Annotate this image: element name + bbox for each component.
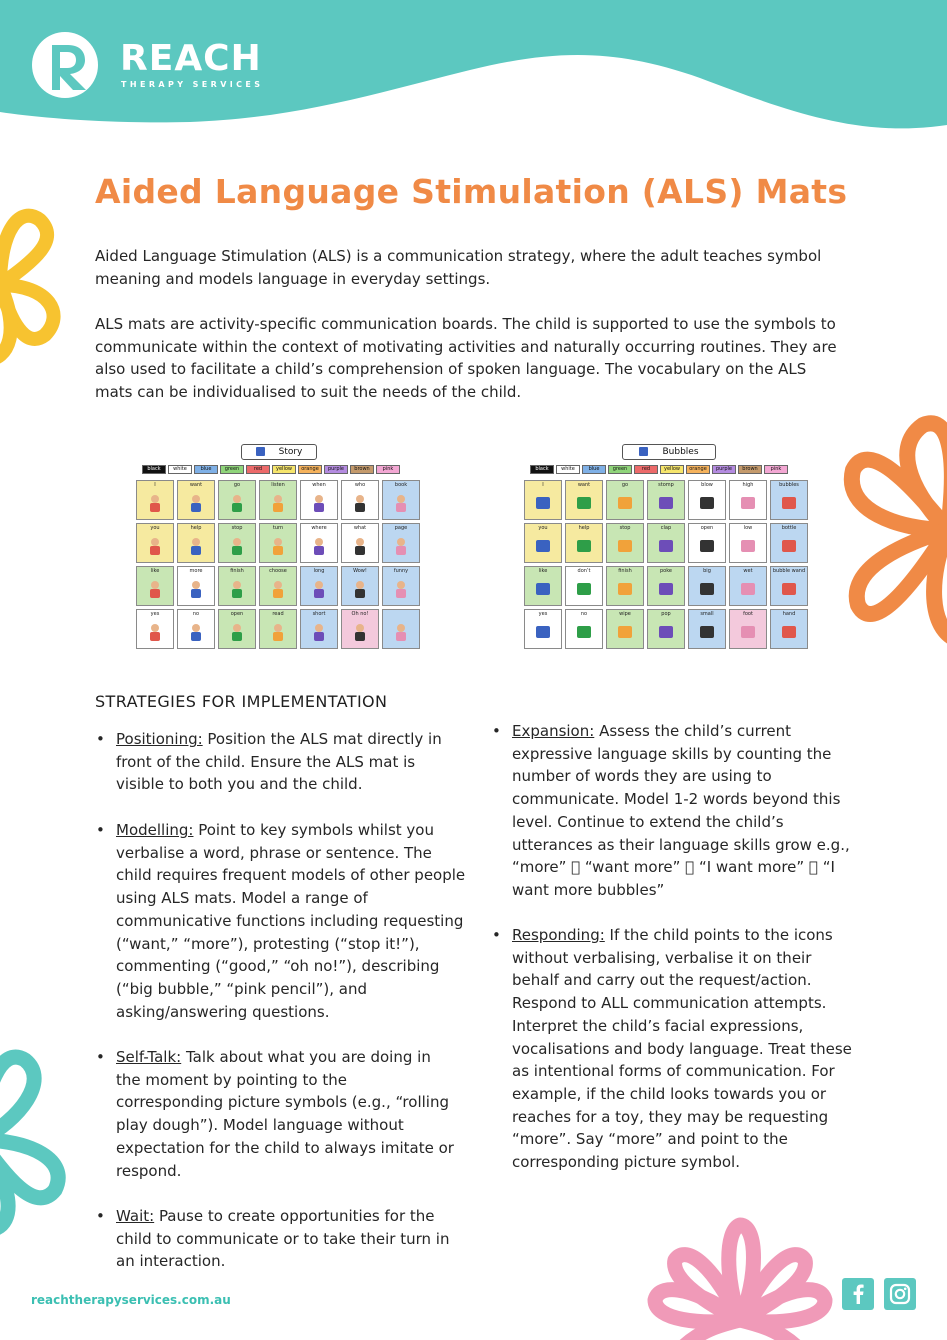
- symbol-label: what: [353, 525, 367, 531]
- story-icon: [256, 447, 265, 456]
- strategy-text: Assess the child’s current expressive language skills by counting the number of words they are using to communicate. Model 1-2 words beyond this level. Continue to extend the child’s utterances as their language skills grow e.g., “more”   “want more”   “I want more”   “I want more bubbles”: [512, 722, 850, 899]
- strategies-heading: STRATEGIES FOR IMPLEMENTATION: [95, 692, 388, 711]
- symbol-label: low: [743, 525, 753, 531]
- symbol-label: stop: [619, 525, 631, 531]
- symbol-label: book: [394, 482, 408, 488]
- reach-logo-icon: [30, 30, 100, 100]
- symbol-cell: [647, 523, 685, 563]
- symbol-picture-icon: [391, 536, 411, 556]
- symbol-label: more: [189, 568, 203, 574]
- symbol-picture-icon: [574, 579, 594, 599]
- symbol-cell: [382, 609, 420, 649]
- symbol-label: open: [230, 611, 244, 617]
- bullet: •: [96, 821, 105, 839]
- symbol-picture-icon: [227, 536, 247, 556]
- color-tab: pink: [764, 465, 788, 474]
- orange-flower-icon: [828, 410, 947, 650]
- symbol-picture-icon: [697, 536, 717, 556]
- symbol-label: funny: [393, 568, 409, 574]
- color-tab: red: [246, 465, 270, 474]
- symbol-label: go: [233, 482, 241, 488]
- symbol-cell: [565, 566, 603, 606]
- strategy-modelling: [96, 819, 466, 1023]
- symbol-cell: [729, 480, 767, 520]
- instagram-icon: [884, 1278, 916, 1310]
- symbol-picture-icon: [350, 536, 370, 556]
- strategy-text: If the child points to the icons without verbalising, verbalise it on their behalf and carry out the request/action. Respond to ALL communication attempts. Interpret the child’s facial expressions, vocalisations and body language. Treat these as intentional forms of communication. For example, if the child looks towards you or reaches for a toy, they may be requesting “more”. Say “more” and point to the corresponding picture symbol.: [512, 926, 852, 1172]
- symbol-picture-icon: [574, 622, 594, 642]
- symbol-picture-icon: [186, 622, 206, 642]
- symbol-cell: [565, 480, 603, 520]
- color-tab: purple: [324, 465, 348, 474]
- symbol-picture-icon: [656, 536, 676, 556]
- strategy-term: Self-Talk:: [116, 1048, 182, 1066]
- symbol-picture-icon: [391, 579, 411, 599]
- mat-symbol-grid: [136, 480, 420, 649]
- brand-name: REACH: [120, 38, 262, 79]
- symbol-cell: [770, 566, 808, 606]
- symbol-cell: [382, 566, 420, 606]
- symbol-picture-icon: [227, 493, 247, 513]
- website-link[interactable]: reachtherapyservices.com.au: [31, 1293, 231, 1307]
- symbol-label: high: [742, 482, 754, 488]
- symbol-label: stomp: [658, 482, 674, 488]
- symbol-cell: [606, 566, 644, 606]
- strategy-text: Position the ALS mat directly in front of the child. Ensure the ALS mat is visible to both you and the child.: [116, 730, 442, 794]
- als-mat-bubbles: [524, 444, 810, 656]
- symbol-label: turn: [272, 525, 284, 531]
- symbol-label: finish: [618, 568, 632, 574]
- symbol-cell: [300, 566, 338, 606]
- facebook-button[interactable]: [842, 1278, 874, 1310]
- symbol-picture-icon: [779, 536, 799, 556]
- symbol-label: finish: [230, 568, 244, 574]
- strategy-responding: [492, 924, 857, 1174]
- symbol-cell: [606, 523, 644, 563]
- strategy-term: Expansion:: [512, 722, 595, 740]
- symbol-cell: [259, 609, 297, 649]
- mat-title-box: [241, 444, 317, 460]
- mat-title-box: [622, 444, 716, 460]
- symbol-picture-icon: [533, 579, 553, 599]
- symbol-label: small: [700, 611, 714, 617]
- yellow-flower-icon: [0, 200, 70, 370]
- mat-color-row: [142, 465, 400, 474]
- symbol-picture-icon: [391, 622, 411, 642]
- symbol-cell: [382, 480, 420, 520]
- symbol-picture-icon: [350, 622, 370, 642]
- strategy-term: Modelling:: [116, 821, 194, 839]
- symbol-picture-icon: [391, 493, 411, 513]
- symbol-label: I: [154, 482, 156, 488]
- color-tab: red: [634, 465, 658, 474]
- symbol-picture-icon: [186, 493, 206, 513]
- symbol-cell: [688, 480, 726, 520]
- symbol-cell: [341, 480, 379, 520]
- symbol-label: where: [311, 525, 327, 531]
- symbol-cell: [565, 609, 603, 649]
- symbol-cell: [606, 480, 644, 520]
- symbol-picture-icon: [615, 579, 635, 599]
- symbol-picture-icon: [615, 622, 635, 642]
- color-tab: green: [220, 465, 244, 474]
- color-tab: black: [142, 465, 166, 474]
- symbol-label: clap: [660, 525, 672, 531]
- symbol-cell: [688, 566, 726, 606]
- bullet: •: [492, 722, 501, 740]
- symbol-picture-icon: [615, 536, 635, 556]
- symbol-label: foot: [743, 611, 753, 617]
- symbol-cell: [177, 566, 215, 606]
- symbol-picture-icon: [309, 579, 329, 599]
- symbol-label: bottle: [781, 525, 797, 531]
- intro-paragraph-1: Aided Language Stimulation (ALS) is a communication strategy, where the adult teaches symbol meaning and models language in everyday settings.: [95, 247, 822, 288]
- symbol-cell: [136, 480, 174, 520]
- intro-paragraph-2: ALS mats are activity-specific communication boards. The child is supported to use the symbols to communicate within the context of motivating activities and naturally occurring routines. They are also used to facilitate a child’s comprehension of spoken language. The vocabulary on the ALS mats can be individualised to suit the needs of the child.: [95, 315, 837, 402]
- symbol-picture-icon: [738, 579, 758, 599]
- symbol-label: listen: [271, 482, 285, 488]
- strategy-term: Wait:: [116, 1207, 155, 1225]
- symbol-picture-icon: [697, 493, 717, 513]
- symbol-cell: [524, 566, 562, 606]
- symbol-label: you: [538, 525, 548, 531]
- symbol-label: Oh no!: [351, 611, 369, 617]
- symbol-picture-icon: [533, 493, 553, 513]
- symbol-label: want: [577, 482, 591, 488]
- pink-flower-icon: [640, 1210, 840, 1340]
- color-tab: yellow: [660, 465, 684, 474]
- symbol-cell: [770, 609, 808, 649]
- symbol-picture-icon: [309, 493, 329, 513]
- strategy-term: Positioning:: [116, 730, 203, 748]
- color-tab: brown: [738, 465, 762, 474]
- symbol-label: stop: [231, 525, 243, 531]
- symbol-cell: [177, 480, 215, 520]
- symbol-label: you: [150, 525, 160, 531]
- symbol-picture-icon: [268, 536, 288, 556]
- color-tab: black: [530, 465, 554, 474]
- symbol-label: choose: [269, 568, 287, 574]
- symbol-picture-icon: [779, 493, 799, 513]
- symbol-cell: [218, 609, 256, 649]
- symbol-cell: [729, 566, 767, 606]
- symbol-cell: [341, 523, 379, 563]
- symbol-cell: [647, 480, 685, 520]
- symbol-cell: [218, 523, 256, 563]
- mat-title: Bubbles: [662, 447, 699, 457]
- strategy-wait: [96, 1205, 456, 1273]
- color-tab: yellow: [272, 465, 296, 474]
- symbol-cell: [259, 566, 297, 606]
- symbol-cell: [524, 480, 562, 520]
- bullet: •: [96, 730, 105, 748]
- symbol-picture-icon: [779, 622, 799, 642]
- symbol-picture-icon: [697, 622, 717, 642]
- symbol-picture-icon: [738, 622, 758, 642]
- symbol-picture-icon: [533, 622, 553, 642]
- symbol-label: when: [312, 482, 326, 488]
- symbol-picture-icon: [309, 536, 329, 556]
- strategy-self-talk: [96, 1046, 456, 1182]
- brand-tagline: THERAPY SERVICES: [121, 80, 264, 89]
- color-tab: white: [556, 465, 580, 474]
- strategy-expansion: [492, 720, 857, 902]
- symbol-cell: [300, 480, 338, 520]
- symbol-cell: [341, 566, 379, 606]
- symbol-label: bubbles: [779, 482, 799, 488]
- symbol-picture-icon: [533, 536, 553, 556]
- symbol-picture-icon: [268, 622, 288, 642]
- symbol-picture-icon: [697, 579, 717, 599]
- bullet: •: [96, 1048, 105, 1066]
- symbol-cell: [729, 609, 767, 649]
- symbol-picture-icon: [738, 536, 758, 556]
- symbol-label: don’t: [577, 568, 591, 574]
- symbol-label: who: [354, 482, 366, 488]
- symbol-picture-icon: [350, 493, 370, 513]
- symbol-picture-icon: [145, 493, 165, 513]
- symbol-cell: [729, 523, 767, 563]
- symbol-label: wipe: [619, 611, 631, 617]
- symbol-picture-icon: [779, 579, 799, 599]
- symbol-picture-icon: [615, 493, 635, 513]
- page-title: Aided Language Stimulation (ALS) Mats: [95, 172, 848, 211]
- strategy-text: Point to key symbols whilst you verbalise a word, phrase or sentence. The child requires frequent models of other people using ALS mats. Model a range of communicative functions including requesting (“want,” “more”), protesting (“stop it!”), commenting (“good,” “oh no!”), describing (“big bubble,” “pink pencil”), and asking/answering questions.: [116, 821, 466, 1021]
- instagram-button[interactable]: [884, 1278, 916, 1310]
- symbol-picture-icon: [145, 579, 165, 599]
- symbol-cell: [524, 523, 562, 563]
- symbol-picture-icon: [574, 536, 594, 556]
- strategy-text: Pause to create opportunities for the child to communicate or to take their turn in an interaction.: [116, 1207, 450, 1271]
- symbol-label: help: [190, 525, 202, 531]
- facebook-icon: [842, 1278, 874, 1310]
- symbol-label: page: [394, 525, 408, 531]
- symbol-picture-icon: [227, 622, 247, 642]
- symbol-picture-icon: [309, 622, 329, 642]
- symbol-label: like: [150, 568, 160, 574]
- symbol-cell: [647, 566, 685, 606]
- symbol-label: no: [192, 611, 200, 617]
- mat-symbol-grid: [524, 480, 808, 649]
- symbol-picture-icon: [186, 536, 206, 556]
- symbol-picture-icon: [145, 622, 165, 642]
- symbol-picture-icon: [350, 579, 370, 599]
- symbol-label: hand: [782, 611, 796, 617]
- symbol-label: yes: [538, 611, 548, 617]
- symbol-cell: [136, 609, 174, 649]
- symbol-label: big: [703, 568, 711, 574]
- symbol-label: I: [542, 482, 544, 488]
- symbol-cell: [218, 480, 256, 520]
- color-tab: pink: [376, 465, 400, 474]
- symbol-cell: [565, 523, 603, 563]
- symbol-picture-icon: [656, 579, 676, 599]
- symbol-label: open: [700, 525, 714, 531]
- symbol-label: short: [312, 611, 326, 617]
- symbol-cell: [382, 523, 420, 563]
- symbol-cell: [259, 523, 297, 563]
- symbol-label: long: [313, 568, 325, 574]
- symbol-cell: [177, 523, 215, 563]
- color-tab: blue: [582, 465, 606, 474]
- color-tab: orange: [686, 465, 710, 474]
- symbol-label: pop: [661, 611, 671, 617]
- symbol-cell: [524, 609, 562, 649]
- symbol-cell: [136, 523, 174, 563]
- symbol-label: like: [538, 568, 548, 574]
- symbol-label: yes: [150, 611, 160, 617]
- symbol-picture-icon: [656, 622, 676, 642]
- bullet: •: [492, 926, 501, 944]
- symbol-cell: [136, 566, 174, 606]
- symbol-label: read: [272, 611, 284, 617]
- color-tab: purple: [712, 465, 736, 474]
- symbol-label: wet: [743, 568, 753, 574]
- symbol-picture-icon: [186, 579, 206, 599]
- als-mat-story: [136, 444, 422, 656]
- teal-flower-icon: [0, 1040, 90, 1240]
- symbol-picture-icon: [738, 493, 758, 513]
- symbol-cell: [688, 609, 726, 649]
- symbol-picture-icon: [268, 493, 288, 513]
- symbol-cell: [177, 609, 215, 649]
- symbol-cell: [300, 523, 338, 563]
- strategy-term: Responding:: [512, 926, 605, 944]
- strategy-positioning: [96, 728, 466, 796]
- symbol-cell: [606, 609, 644, 649]
- symbol-picture-icon: [574, 493, 594, 513]
- symbol-label: want: [189, 482, 203, 488]
- symbol-cell: [300, 609, 338, 649]
- symbol-picture-icon: [145, 536, 165, 556]
- symbol-label: poke: [659, 568, 673, 574]
- symbol-cell: [218, 566, 256, 606]
- symbol-cell: [647, 609, 685, 649]
- symbol-label: go: [621, 482, 629, 488]
- symbol-cell: [259, 480, 297, 520]
- color-tab: green: [608, 465, 632, 474]
- symbol-cell: [770, 480, 808, 520]
- bubbles-icon: [639, 447, 648, 456]
- strategy-text: Talk about what you are doing in the moment by pointing to the corresponding picture symbols (e.g., “rolling play dough”). Model language without expectation for the child to always imitate or respond.: [116, 1048, 454, 1180]
- symbol-cell: [688, 523, 726, 563]
- symbol-picture-icon: [268, 579, 288, 599]
- symbol-label: Wow!: [353, 568, 367, 574]
- bullet: •: [96, 1207, 105, 1225]
- color-tab: brown: [350, 465, 374, 474]
- mat-title: Story: [278, 447, 303, 457]
- symbol-label: bubble wand: [772, 568, 806, 574]
- symbol-cell: [341, 609, 379, 649]
- color-tab: orange: [298, 465, 322, 474]
- color-tab: blue: [194, 465, 218, 474]
- mat-color-row: [530, 465, 788, 474]
- symbol-label: blow: [701, 482, 713, 488]
- symbol-picture-icon: [227, 579, 247, 599]
- symbol-picture-icon: [656, 493, 676, 513]
- symbol-cell: [770, 523, 808, 563]
- color-tab: white: [168, 465, 192, 474]
- symbol-label: help: [578, 525, 590, 531]
- symbol-label: no: [580, 611, 588, 617]
